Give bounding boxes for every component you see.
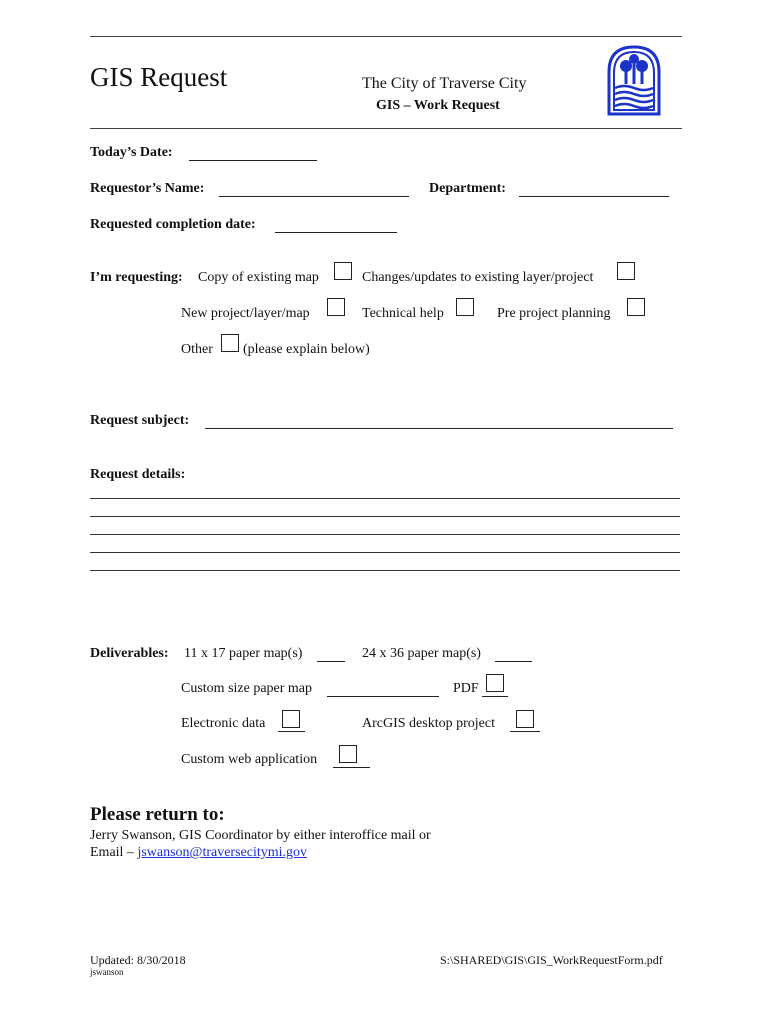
detail-line [90,552,680,553]
custom-web-checkbox[interactable] [339,745,357,763]
department-field[interactable] [519,182,669,197]
top-rule [90,36,682,37]
copy-existing-map-checkbox[interactable] [334,262,352,280]
arcgis-desktop-checkbox[interactable] [516,710,534,728]
requestor-name-field[interactable] [219,182,409,197]
requesting-label: I’m requesting: [90,270,183,285]
form-subtitle: GIS – Work Request [376,98,500,113]
file-path: S:\SHARED\GIS\GIS_WorkRequestForm.pdf [440,953,663,967]
email-link[interactable]: jswanson@traversecitymi.gov [137,845,308,860]
technical-help-checkbox[interactable] [456,298,474,316]
return-heading: Please return to: [90,804,225,825]
paper-11x17-label: 11 x 17 paper map(s) [184,646,303,661]
paper-24x36-label: 24 x 36 paper map(s) [362,646,481,661]
request-details-label: Request details: [90,467,186,482]
other-checkbox[interactable] [221,334,239,352]
changes-updates-label: Changes/updates to existing layer/project [362,270,594,285]
return-line-2 [90,845,307,861]
pre-project-label: Pre project planning [497,306,611,321]
other-note: (please explain below) [243,342,370,357]
technical-help-label: Technical help [362,306,444,321]
detail-line [90,498,680,499]
request-subject-field[interactable] [205,414,673,429]
header-rule [90,128,682,129]
custom-size-label: Custom size paper map [181,681,313,696]
pdf-label: PDF [453,681,479,696]
pre-project-checkbox[interactable] [627,298,645,316]
request-subject-label: Request subject: [90,413,190,428]
electronic-data-label: Electronic data [181,716,266,731]
city-name: The City of Traverse City [362,75,527,92]
updated-date: Updated: 8/30/2018 [90,953,186,967]
electronic-data-checkbox[interactable] [282,710,300,728]
deliverables-label: Deliverables: [90,646,169,661]
arcgis-desktop-label: ArcGIS desktop project [362,716,495,731]
paper-11x17-field[interactable] [317,647,345,662]
requestor-name-label: Requestor’s Name: [90,181,205,196]
custom-size-field[interactable] [327,682,439,697]
email-prefix: Email – [90,845,134,860]
detail-line [90,516,680,517]
other-label: Other [181,342,213,357]
new-project-checkbox[interactable] [327,298,345,316]
new-project-label: New project/layer/map [181,306,310,321]
paper-24x36-field[interactable] [495,647,532,662]
completion-date-field[interactable] [275,218,397,233]
city-seal-logo [606,44,662,116]
detail-line [90,534,680,535]
pdf-checkbox[interactable] [486,674,504,692]
return-line-1: Jerry Swanson, GIS Coordinator by either interoffice mail or [90,828,431,843]
author-initials: jswanson [90,967,124,977]
department-label: Department: [429,181,506,196]
custom-web-label: Custom web application [181,752,318,767]
page-title: GIS Request [90,62,228,92]
todays-date-field[interactable] [189,146,317,161]
todays-date-label: Today’s Date: [90,145,173,160]
detail-line [90,570,680,571]
completion-date-label: Requested completion date: [90,217,256,232]
copy-existing-map-label: Copy of existing map [198,270,319,285]
changes-updates-checkbox[interactable] [617,262,635,280]
